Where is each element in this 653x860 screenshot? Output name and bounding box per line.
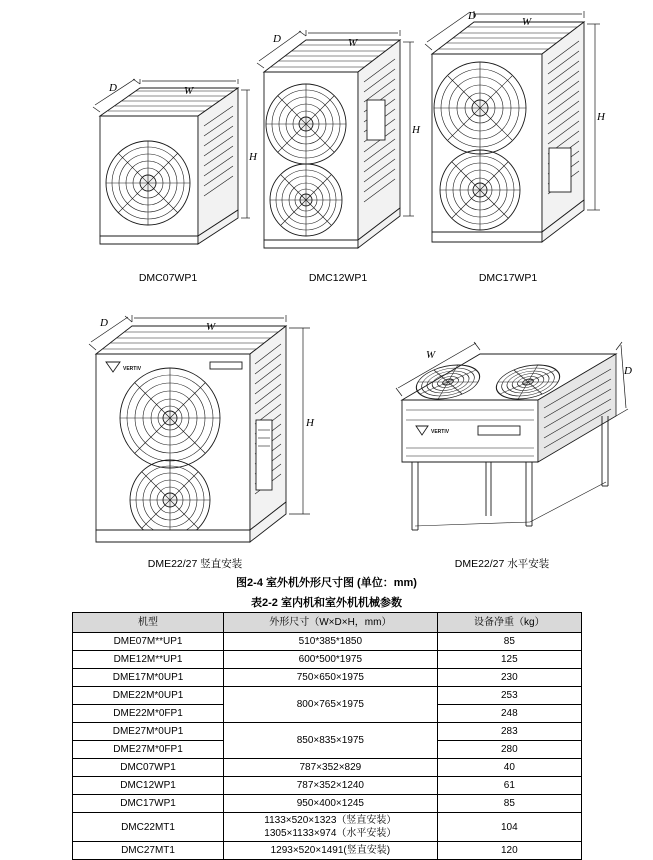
- table-row: [73, 795, 582, 813]
- cell-model: DME17M*0UP1: [73, 669, 224, 687]
- table-row: [73, 842, 582, 860]
- svg-text:VERTIV: VERTIV: [123, 366, 142, 372]
- table-row: [73, 723, 582, 741]
- unit-caption-2: DMC17WP1: [478, 272, 538, 284]
- header-weight: 设备净重（kg）: [437, 613, 581, 633]
- svg-text:D: D: [100, 317, 108, 329]
- cell-weight: 230: [437, 669, 581, 687]
- table-header-row: [73, 613, 582, 633]
- unit-caption-1: DMC12WP1: [308, 272, 368, 284]
- svg-text:VERTIV: VERTIV: [431, 429, 450, 435]
- cell-dimensions: 787×352×829: [224, 759, 438, 777]
- cell-weight: 253: [437, 687, 581, 705]
- cell-weight: 283: [437, 723, 581, 741]
- unit-caption-0: DMC07WP1: [138, 272, 198, 284]
- cell-weight: 85: [437, 633, 581, 651]
- cell-dimensions: 750×650×1975: [224, 669, 438, 687]
- cell-weight: 61: [437, 777, 581, 795]
- svg-text:W: W: [426, 349, 436, 361]
- cell-model: DMC22MT1: [73, 813, 224, 842]
- cell-model: DME22M*0UP1: [73, 687, 224, 705]
- cell-model: DME27M*0FP1: [73, 741, 224, 759]
- cell-weight: 40: [437, 759, 581, 777]
- svg-text:W: W: [348, 37, 358, 49]
- figure-title: 图2-4 室外机外形尺寸图 (单位：mm): [236, 577, 417, 589]
- table-row: [73, 669, 582, 687]
- svg-text:D: D: [273, 33, 281, 45]
- cell-weight: 85: [437, 795, 581, 813]
- svg-text:H: H: [306, 417, 314, 429]
- svg-text:W: W: [522, 16, 532, 28]
- svg-text:W: W: [206, 321, 216, 333]
- table-row: [73, 759, 582, 777]
- cell-weight: 280: [437, 741, 581, 759]
- svg-text:D: D: [109, 82, 117, 94]
- svg-text:H: H: [412, 124, 420, 136]
- svg-text:H: H: [249, 151, 257, 163]
- svg-text:W: W: [184, 85, 194, 97]
- cell-model: DME27M*0UP1: [73, 723, 224, 741]
- cell-dimensions: 800×765×1975: [224, 687, 438, 723]
- svg-text:H: H: [597, 111, 605, 123]
- cell-model: DME07M**UP1: [73, 633, 224, 651]
- cell-model: DMC07WP1: [73, 759, 224, 777]
- header-dimensions: 外形尺寸（W×D×H，mm）: [224, 613, 438, 633]
- unit-drawing-dme2227-horizontal: [370, 330, 640, 550]
- spec-table: [72, 612, 582, 860]
- cell-dimensions: 1293×520×1491(竖直安装): [224, 842, 438, 860]
- table-row: [73, 651, 582, 669]
- unit-drawing-dmc17wp1: [412, 8, 612, 263]
- table-title: 表2-2 室内机和室外机机械参数: [251, 597, 402, 609]
- svg-text:D: D: [468, 10, 476, 22]
- table-row: [73, 813, 582, 842]
- cell-dimensions: 950×400×1245: [224, 795, 438, 813]
- cell-dimensions: 787×352×1240: [224, 777, 438, 795]
- cell-dimensions: 600*500*1975: [224, 651, 438, 669]
- spec-table-wrapper: [72, 612, 582, 860]
- cell-weight: 248: [437, 705, 581, 723]
- unit-drawing-dme2227-vertical: [70, 310, 330, 560]
- cell-weight: 104: [437, 813, 581, 842]
- unit-drawing-dmc07wp1: [78, 78, 258, 263]
- cell-model: DMC27MT1: [73, 842, 224, 860]
- cell-model: DME12M**UP1: [73, 651, 224, 669]
- cell-model: DMC12WP1: [73, 777, 224, 795]
- unit-caption-4: DME22/27 水平安装: [454, 558, 550, 570]
- cell-dimensions: 850×835×1975: [224, 723, 438, 759]
- unit-caption-3: DME22/27 竖直安装: [147, 558, 243, 570]
- cell-model: DMC17WP1: [73, 795, 224, 813]
- cell-dimensions: 510*385*1850: [224, 633, 438, 651]
- table-row: [73, 687, 582, 705]
- table-body: [73, 633, 582, 860]
- table-row: [73, 633, 582, 651]
- cell-model: DME22M*0FP1: [73, 705, 224, 723]
- table-row: [73, 777, 582, 795]
- cell-weight: 120: [437, 842, 581, 860]
- svg-text:D: D: [624, 365, 632, 377]
- header-model: 机型: [73, 613, 224, 633]
- unit-drawing-dmc12wp1: [248, 28, 428, 263]
- cell-dimensions: 1133×520×1323（竖直安装） 1305×1133×974（水平安装）: [224, 813, 438, 842]
- cell-weight: 125: [437, 651, 581, 669]
